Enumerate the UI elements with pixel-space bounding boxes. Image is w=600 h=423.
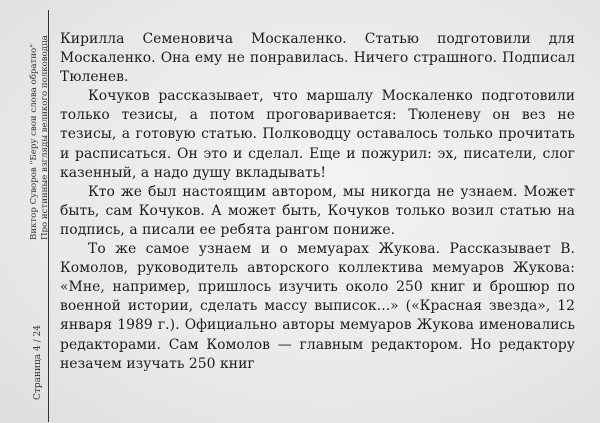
paragraph-2: Кочуков рассказывает, что маршалу Москаленко подготовили только тезисы, а потом проговаривается: Тюленеву он вез не тезисы, а готовую статью. Полководцу оставалось только прочитать и расписаться. Он это и сделал. Еще и пожурил: эх, писатели, слог казенный, а надо душу вкладывать! bbox=[60, 88, 575, 181]
book-title-line-1: Виктор Суворов "Беру свои слова обратно" bbox=[29, 43, 39, 240]
paragraph-3: Кто же был настоящим автором, мы никогда не узнаем. Может быть, сам Кочуков. А может быть, Кочуков только возил статью на подпись, а писали ее ребята рангом пониже. bbox=[60, 183, 575, 238]
book-title-line-2: Про истинные взгляды великого полководца bbox=[40, 35, 50, 240]
page-number: Страница 4 / 24 bbox=[33, 325, 43, 400]
margin-divider bbox=[48, 10, 49, 422]
body-text bbox=[60, 30, 575, 374]
paragraph-1: Кирилла Семеновича Москаленко. Статью подготовили для Москаленко. Она ему не понравилась. Ничего страшного. Подписал Тюленев. bbox=[60, 31, 575, 86]
paragraph-4: То же самое узнаем и о мемуарах Жукова. Рассказывает В. Комолов, руководитель авторского коллектива мемуаров Жукова: «Мне, например, пришлось изучить около 250 книг и брошюр по военной истории, сделать массу выписок...» («Красная звезда», 12 января 1989 г.). Официально авторы мемуаров Жукова именовались редакторами. Сам Комолов — главным редактором. Но редактору незачем изучать 250 книг bbox=[60, 241, 575, 372]
